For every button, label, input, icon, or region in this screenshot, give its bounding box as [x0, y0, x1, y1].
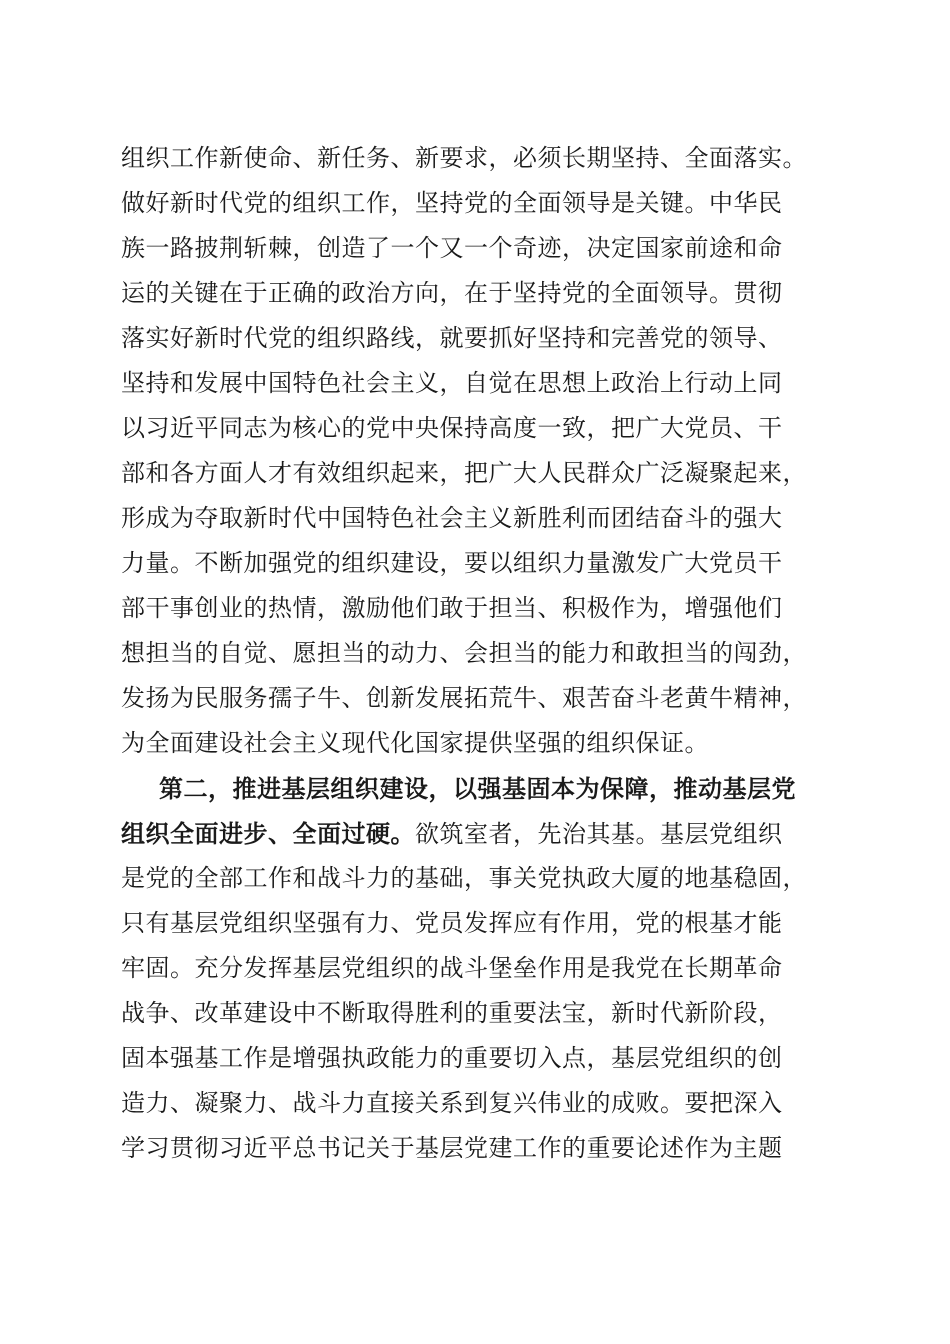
text-line: 形成为夺取新时代中国特色社会主义新胜利而团结奋斗的强大	[121, 504, 783, 532]
document-body	[121, 136, 841, 1171]
text-line: 运的关键在于正确的政治方向，在于坚持党的全面领导。贯彻	[121, 279, 783, 307]
paragraph-2	[121, 766, 841, 1171]
text-line: 部干事创业的热情，激励他们敢于担当、积极作为，增强他们	[121, 594, 783, 622]
text-line: 以习近平同志为核心的党中央保持高度一致，把广大党员、干	[121, 414, 783, 442]
text-line: 族一路披荆斩棘，创造了一个又一个奇迹，决定国家前途和命	[121, 234, 783, 262]
paragraph-text: 欲筑室者，先治其基。基层党组织	[415, 820, 783, 848]
section-heading-tail: 组织全面进步、全面过硬。	[121, 819, 415, 848]
text-line: 力量。不断加强党的组织建设，要以组织力量激发广大党员干	[121, 549, 783, 577]
section-heading-line: 第二，推进基层组织建设，以强基固本为保障，推动基层党	[159, 774, 796, 803]
text-line: 学习贯彻习近平总书记关于基层党建工作的重要论述作为主题	[121, 1134, 783, 1162]
text-line	[121, 811, 841, 856]
paragraph-1	[121, 136, 841, 766]
text-line: 想担当的自觉、愿担当的动力、会担当的能力和敢担当的闯劲，	[121, 639, 807, 667]
text-line: 只有基层党组织坚强有力、党员发挥应有作用，党的根基才能	[121, 909, 783, 937]
text-line: 做好新时代党的组织工作，坚持党的全面领导是关键。中华民	[121, 189, 783, 217]
text-line: 是党的全部工作和战斗力的基础，事关党执政大厦的地基稳固，	[121, 864, 807, 892]
text-line: 发扬为民服务孺子牛、创新发展拓荒牛、艰苦奋斗老黄牛精神，	[121, 684, 807, 712]
text-line: 造力、凝聚力、战斗力直接关系到复兴伟业的成败。要把深入	[121, 1089, 783, 1117]
text-line: 牢固。充分发挥基层党组织的战斗堡垒作用是我党在长期革命	[121, 954, 783, 982]
text-line: 固本强基工作是增强执政能力的重要切入点，基层党组织的创	[121, 1044, 783, 1072]
text-line: 为全面建设社会主义现代化国家提供坚强的组织保证。	[121, 729, 709, 757]
text-line: 坚持和发展中国特色社会主义，自觉在思想上政治上行动上同	[121, 369, 783, 397]
text-line: 组织工作新使命、新任务、新要求，必须长期坚持、全面落实。	[121, 144, 807, 172]
text-line: 部和各方面人才有效组织起来，把广大人民群众广泛凝聚起来，	[121, 459, 807, 487]
text-line: 战争、改革建设中不断取得胜利的重要法宝，新时代新阶段，	[121, 999, 783, 1027]
text-line: 落实好新时代党的组织路线，就要抓好坚持和完善党的领导、	[121, 324, 783, 352]
